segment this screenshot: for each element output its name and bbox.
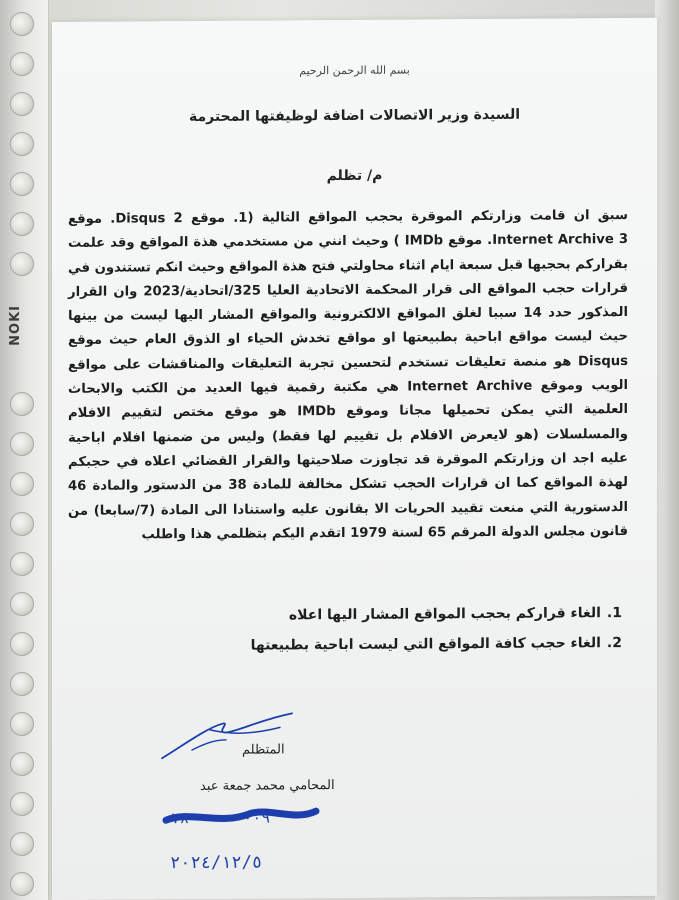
handwritten-date: ٢٠٢٤/١٢/٥ [170,852,263,874]
punch-hole [10,472,34,496]
punch-hole [10,712,34,736]
sleeve-right-edge [655,0,679,900]
punch-hole [10,752,34,776]
punch-hole [10,392,34,416]
request-number: 1. [606,605,622,622]
complainant-label: المتظلم [242,742,285,758]
punch-hole [10,832,34,856]
request-text: الغاء قراركم بحجب المواقع المشار اليها اعلاه [288,605,601,624]
body-paragraph: سبق ان قامت وزارتكم الموقرة بحجب المواقع التالية (1. موقع Disqus 2. موقع Internet Archive 3. موقع IMDb ) وحيث انني من مستخدمي هذة المواقع وقد علمت بقراركم بحجبها قبل سبعة ايام اثناء محاولتي فتح هذة المواقع وحيث انكم تستندون في قرارات حجب المواقع الى قرار المحكمة الاتحادية العليا 325/اتحادية/2023 وان القرار المذكور حدد 14 سببا لغلق المواقع الالكترونية والمواقع المشار اليها ليست من بينها حيث ليست مواقع اباحية بطبيعتها او مواقع تخدش الحياء او الذوق العام حيث موقع Disqus هو منصة تعليقات تستخدم لتحسين تجربة التعليقات والمناقشات على مواقع الويب وموقع Internet Archive هي مكتبة رقمية فيها العديد من الكتب والابحاث العلمية التي يمكن تحميلها مجانا وموقع IMDb هو موقع مختص لتقييم الافلام والمسلسلات (هو لايعرض الافلام بل تقييم لها فقط) وليس من ضمنها افلام اباحية عليه اجد ان وزارتكم الموقرة قد تجاوزت صلاحيتها والقرار القضائي اعلاه في حجبكم لهذة المواقع كما ان قرارات الحجب تشكل مخالفة للمادة 38 من الدستور والمادة 46 الدستورية التي منعت تقييد الحريات الا بقانون عليه واستنادا الى المادة (7/سابعا) من قانون مجلس الدولة المرقم 65 لسنة 1979 اتقدم اليكم بتظلمي هذا واطلب [68,207,628,543]
punch-hole [10,872,34,896]
letter-page [52,18,657,900]
request-number: 2. [606,635,622,652]
request-item [92,628,622,662]
lawyer-name: المحامي محمد جمعة عبد [200,778,335,794]
letter-content [52,18,657,874]
subject-line: م/ تظلم [326,167,383,185]
punch-hole [10,432,34,456]
punch-hole [10,12,34,36]
punch-holes [6,0,42,900]
punch-hole [10,172,34,196]
addressee-line: السيدة وزير الاتصالات اضافة لوظيفتها المحترمة [188,106,521,126]
punch-hole [10,632,34,656]
request-item [92,598,622,632]
punch-hole [10,52,34,76]
punch-hole [10,792,34,816]
punch-hole [10,552,34,576]
letter-body [68,204,628,548]
basmala-header: بسم الله الرحمن الرحيم [299,63,410,78]
punch-hole [10,672,34,696]
request-text: الغاء حجب كافة المواقع التي ليست اباحية بطبيعتها [250,635,601,654]
punch-hole [10,92,34,116]
punch-hole [10,212,34,236]
binder-brand-label: NOKI [8,305,23,346]
punch-hole [10,592,34,616]
punch-hole [10,512,34,536]
handwritten-phone-number: ٠٧٨٠٠٠٠٠٠٠٠٩ [162,808,271,828]
requests-list [92,598,622,662]
punch-hole [10,252,34,276]
redaction-scribble [160,803,320,830]
binder-sleeve-edge [0,0,49,900]
punch-hole [10,132,34,156]
